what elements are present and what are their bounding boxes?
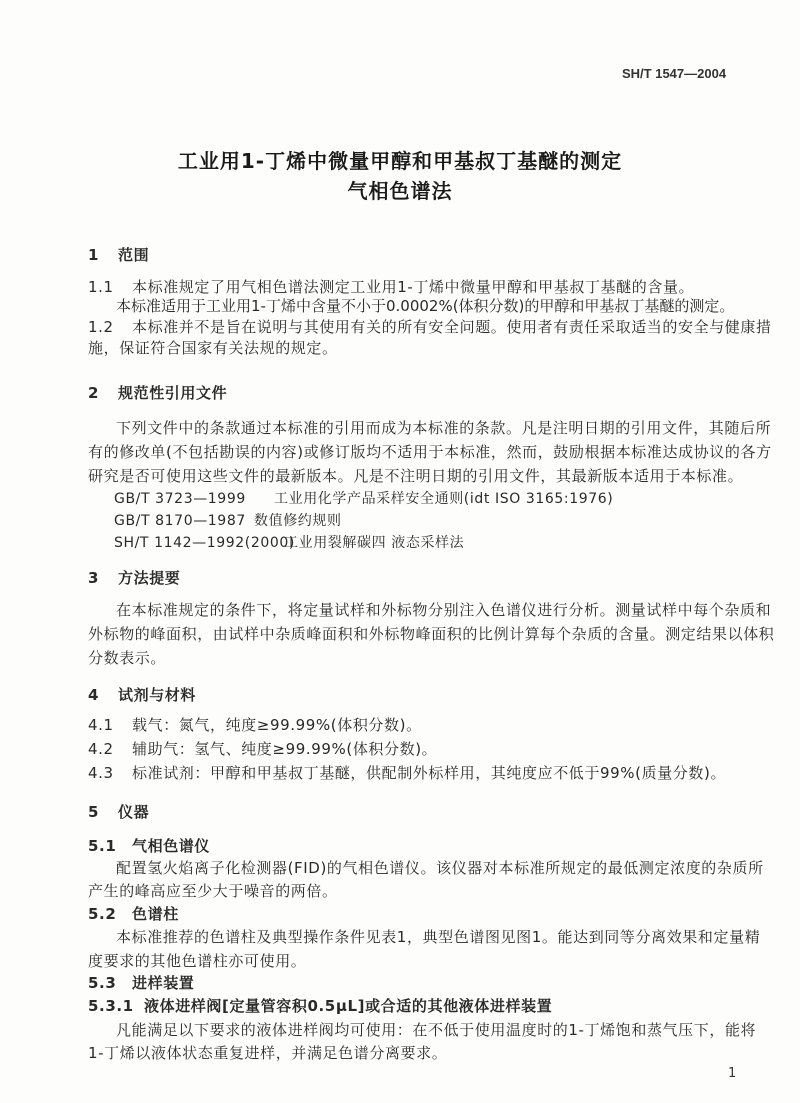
clause-text: 载气：氮气，纯度≥99.99%(体积分数)。 [132, 716, 422, 734]
section-5-heading [88, 802, 149, 822]
section-title: 试剂与材料 [118, 686, 197, 704]
reference-title: 工业用裂解碳四 液态采样法 [284, 535, 465, 551]
clause-text: 辅助气：氢气、纯度≥99.99%(体积分数)。 [132, 740, 438, 758]
standard-code: SH/T 1547—2004 [622, 66, 727, 81]
section-number: 2 [88, 384, 100, 402]
clause-1-1-line2: 本标准适用于工业用1-丁烯中含量不小于0.0002%(体积分数)的甲醇和甲基叔丁基醚的测定。 [116, 297, 735, 315]
section-number: 1 [88, 246, 100, 264]
paragraph-line: 分数表示。 [88, 649, 167, 667]
clause-title: 液体进样阀[定量管容积0.5μL]或合适的其他液体进样装置 [144, 997, 553, 1015]
section-title: 范围 [118, 246, 150, 264]
clause-title: 气相色谱仪 [132, 837, 211, 855]
paragraph-line: 凡能满足以下要求的液体进样阀均可使用：在不低于使用温度时的1-丁烯饱和蒸气压下，能将 [116, 1021, 757, 1039]
clause-5-2-heading [88, 904, 179, 924]
clause-number: 4.3 [88, 764, 114, 782]
clause-number: 1.2 [88, 318, 114, 336]
paragraph-line: 有的修改单(不包括勘误的内容)或修订版均不适用于本标准，然而，鼓励根据本标准达成协议的各方 [88, 443, 772, 461]
section-2-heading [88, 383, 227, 403]
clause-number: 1.1 [88, 278, 114, 296]
clause-text: 本标准并不是旨在说明与其使用有关的所有安全问题。使用者有责任采取适当的安全与健康措 [132, 318, 772, 336]
reference-code: SH/T 1142—1992(2000) [114, 535, 295, 551]
paragraph-line: 配置氢火焰离子化检测器(FID)的气相色谱仪。该仪器对本标准所规定的最低测定浓度的杂质所 [116, 859, 764, 877]
clause-5-3-heading [88, 973, 194, 993]
section-number: 5 [88, 803, 100, 821]
paragraph-line: 1-丁烯以液体状态重复进样，并满足色谱分离要求。 [88, 1044, 448, 1062]
section-title: 仪器 [118, 803, 150, 821]
page-number: 1 [728, 1066, 737, 1081]
section-number: 4 [88, 686, 100, 704]
paragraph-line: 研究是否可使用这些文件的最新版本。凡是不注明日期的引用文件，其最新版本适用于本标准。 [88, 467, 744, 485]
paragraph-line: 外标物的峰面积，由试样中杂质峰面积和外标物峰面积的比例计算每个杂质的含量。测定结果以体积 [88, 625, 775, 643]
section-title: 方法提要 [118, 569, 181, 587]
clause-number: 5.3 [88, 974, 117, 992]
paragraph-line: 度要求的其他色谱柱亦可使用。 [88, 952, 307, 970]
clause-number: 5.1 [88, 837, 117, 855]
paragraph-line: 下列文件中的条款通过本标准的引用而成为本标准的条款。凡是注明日期的引用文件，其随后所 [116, 419, 772, 437]
section-title: 规范性引用文件 [118, 384, 228, 402]
clause-1-2 [88, 317, 772, 337]
paragraph-line: 本标准推荐的色谱柱及典型操作条件见表1，典型色谱图见图1。能达到同等分离效果和定量精 [116, 928, 761, 946]
clause-title: 色谱柱 [132, 905, 179, 923]
clause-text: 本标准规定了用气相色谱法测定工业用1-丁烯中微量甲醇和甲基叔丁基醚的含量。 [132, 278, 695, 296]
clause-text: 标准试剂：甲醇和甲基叔丁基醚，供配制外标样用，其纯度应不低于99%(质量分数)。 [132, 764, 727, 782]
reference-item [114, 511, 342, 531]
reference-title: 数值修约规则 [254, 513, 342, 529]
clause-4-2 [88, 739, 437, 759]
section-4-heading [88, 685, 196, 705]
document-subtitle: 气相色谱法 [347, 179, 453, 203]
clause-title: 进样装置 [132, 974, 195, 992]
section-3-heading [88, 568, 180, 588]
paragraph-line: 产生的峰高应至少大于噪音的两倍。 [88, 882, 338, 900]
clause-5-1-heading [88, 836, 210, 856]
clause-1-2-line2: 施，保证符合国家有关法规的规定。 [88, 339, 338, 357]
reference-code: GB/T 8170—1987 [114, 513, 246, 529]
clause-number: 5.3.1 [88, 997, 134, 1015]
paragraph-line: 在本标准规定的条件下，将定量试样和外标物分别注入色谱仪进行分析。测量试样中每个杂质和 [116, 601, 772, 619]
document-title: 工业用1-丁烯中微量甲醇和甲基叔丁基醚的测定 [177, 149, 623, 173]
section-number: 3 [88, 569, 100, 587]
clause-4-1 [88, 715, 422, 735]
clause-number: 4.1 [88, 716, 114, 734]
clause-4-3 [88, 763, 726, 783]
reference-title: 工业用化学产品采样安全通则(idt ISO 3165:1976) [274, 491, 614, 507]
reference-item [114, 489, 613, 509]
section-1-heading [88, 245, 149, 265]
reference-item [114, 533, 464, 553]
clause-1-1 [88, 277, 694, 297]
clause-number: 4.2 [88, 740, 114, 758]
clause-number: 5.2 [88, 905, 117, 923]
reference-code: GB/T 3723—1999 [114, 491, 246, 507]
clause-5-3-1-heading [88, 996, 552, 1016]
